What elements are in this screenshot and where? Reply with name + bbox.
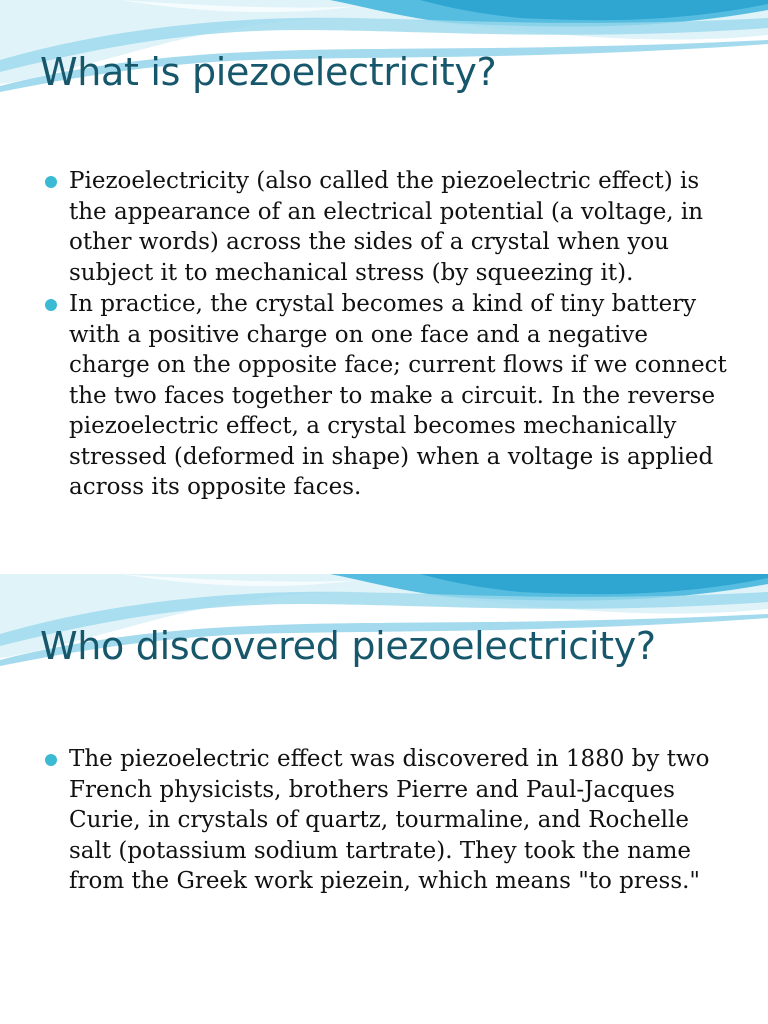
bullet-text: In practice, the crystal becomes a kind of tiny battery with a positive charge on one face and a negative charge on the opposite face; current flows if we connect the two faces together to make a circuit. In the reverse piezoelectric effect, a crystal becomes mechanically stressed (deformed in shape) when a voltage is applied across its opposite faces. <box>69 291 727 500</box>
bullet-text: Piezoelectricity (also called the piezoelectric effect) is the appearance of an electrical potential (a voltage, in other words) across the sides of a crystal when you subject it to mechanical stress (by squeezing it). <box>69 168 704 286</box>
bullet-dot-icon <box>45 299 57 311</box>
bullet-item <box>0 166 768 288</box>
bullet-item <box>0 744 768 897</box>
bullet-list <box>0 744 768 898</box>
bullet-dot-icon <box>45 754 57 766</box>
slide-title: What is piezoelectricity? <box>40 50 497 94</box>
slide-title: Who discovered piezoelectricity? <box>40 624 656 668</box>
bullet-list <box>0 166 768 504</box>
bullet-dot-icon <box>45 176 57 188</box>
bullet-item <box>0 289 768 503</box>
bullet-text: The piezoelectric effect was discovered in 1880 by two French physicists, brothers Pierre and Paul-Jacques Curie, in crystals of quartz, tourmaline, and Rochelle salt (potassium sodium tartrate). They took the name from the Greek work piezein, which means "to press." <box>69 746 710 894</box>
slide-2 <box>0 574 768 1024</box>
